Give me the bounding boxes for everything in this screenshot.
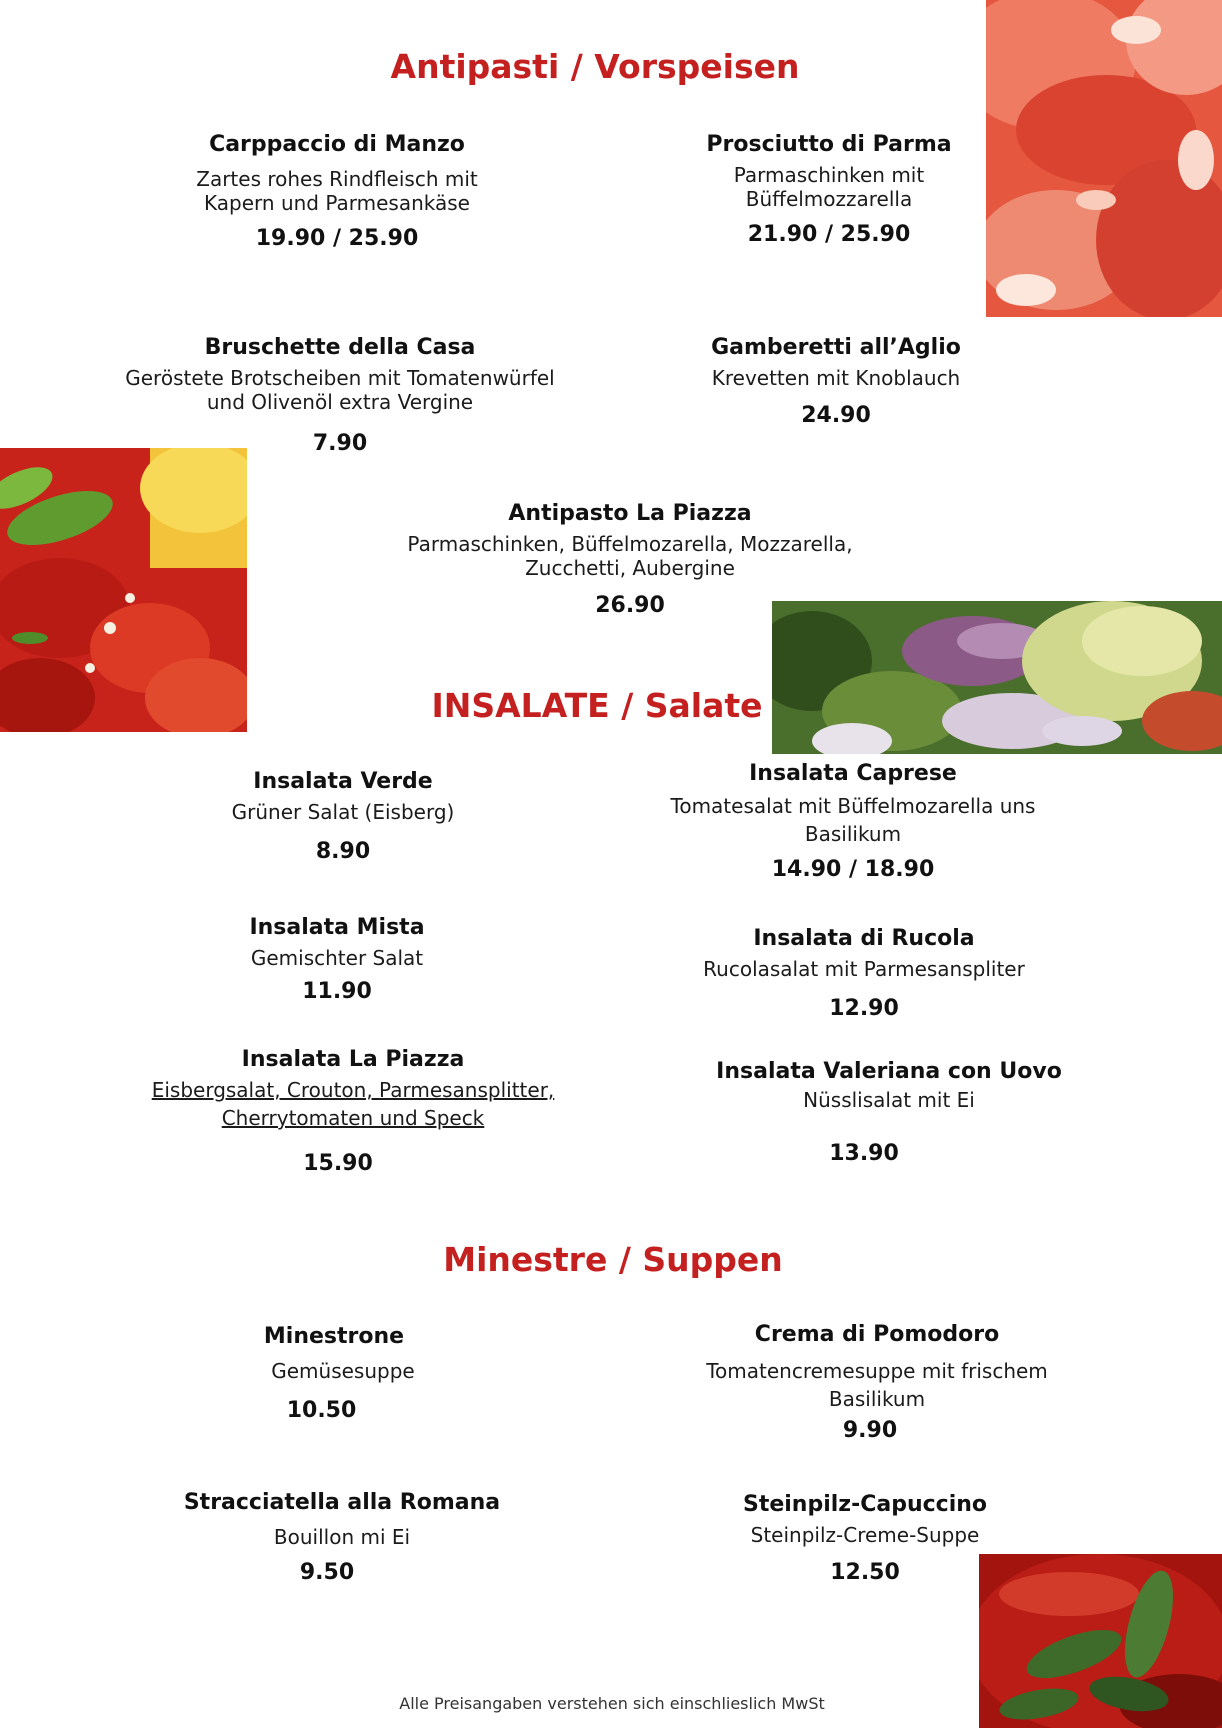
section-title-minestre: Minestre / Suppen [443,1240,783,1279]
menu-item-stracciatella [82,1489,602,1587]
item-name: Insalata Mista [249,915,425,940]
item-description: Nüsslisalat mit Ei [803,1088,975,1112]
item-price: 9.90 [842,1418,898,1443]
item-name: Carppaccio di Manzo [209,132,465,157]
item-description: Rucolasalat mit Parmesanspliter [703,957,1025,981]
item-price: 15.90 [303,1151,373,1176]
bruschetta-photo [0,448,247,732]
item-price: 7.90 [312,431,368,456]
item-description: Eisbergsalat, Crouton, Parmesansplitter, Cherrytomaten und Speck [151,1078,555,1130]
item-price: 12.90 [829,996,899,1021]
menu-item-crema-di-pomodoro [617,1321,1137,1445]
item-price: 21.90 / 25.90 [747,222,911,247]
item-name: Insalata di Rucola [753,926,975,951]
menu-item-bruschette [80,334,600,458]
item-description: Grüner Salat (Eisberg) [231,800,455,824]
item-description: Gemischter Salat [250,946,424,970]
item-price: 10.50 [286,1398,357,1423]
item-price: 13.90 [829,1141,899,1166]
item-name: Minestrone [263,1324,405,1349]
menu-item-insalata-valeriana [629,1058,1149,1168]
item-name: Insalata Verde [253,769,433,794]
menu-item-antipasto-la-piazza [370,500,890,620]
menu-item-insalata-la-piazza [93,1046,613,1178]
item-description: Parmaschinken mit Büffelmozzarella [733,163,925,211]
item-description: Steinpilz-Creme-Suppe [750,1523,980,1547]
item-name: Antipasto La Piazza [508,501,752,526]
item-name: Crema di Pomodoro [754,1322,1000,1347]
item-description: Parmaschinken, Büffelmozarella, Mozzarella, Zucchetti, Aubergine [407,532,853,580]
item-description: Gemüsesuppe [271,1359,415,1383]
item-price: 26.90 [595,593,665,618]
item-price: 19.90 / 25.90 [255,226,419,251]
item-name: Prosciutto di Parma [706,132,952,157]
item-name: Bruschette della Casa [204,335,476,360]
item-name: Gamberetti all’Aglio [711,335,961,360]
menu-item-carppaccio [77,131,597,253]
item-name: Steinpilz-Capuccino [742,1492,988,1517]
menu-item-gamberetti [576,334,1096,430]
item-price: 8.90 [315,839,371,864]
menu-item-insalata-caprese [593,760,1113,884]
item-description: Krevetten mit Knoblauch [711,366,961,390]
menu-item-steinpilz [605,1491,1125,1587]
item-name: Insalata Caprese [749,761,957,786]
tax-note: Alle Preisangaben verstehen sich einschlieslich MwSt [399,1694,825,1713]
item-description: Bouillon mi Ei [273,1525,411,1549]
item-price: 12.50 [830,1560,900,1585]
item-price: 9.50 [299,1560,355,1585]
menu-item-insalata-verde [83,768,603,866]
menu-item-insalata-rucola [604,925,1124,1023]
item-description: Zartes rohes Rindfleisch mit Kapern und Parmesankäse [196,167,478,215]
item-price: 24.90 [801,403,871,428]
item-name: Insalata La Piazza [241,1047,465,1072]
menu-item-prosciutto [569,131,1089,249]
item-description: Tomatencremesuppe mit frischem Basilikum [706,1359,1048,1411]
menu-item-insalata-mista [77,914,597,1006]
section-title-insalate: INSALATE / Salate [431,686,763,725]
section-title-antipasti: Antipasti / Vorspeisen [390,47,800,86]
item-description: Tomatesalat mit Büffelmozarella uns Basilikum [670,794,1036,846]
menu-item-minestrone [74,1323,594,1425]
salad-photo [772,601,1222,754]
item-price: 11.90 [302,979,372,1004]
item-description: Geröstete Brotscheiben mit Tomatenwürfel und Olivenöl extra Vergine [125,366,555,414]
item-name: Stracciatella alla Romana [183,1490,501,1515]
item-name: Insalata Valeriana con Uovo [716,1059,1062,1084]
item-price: 14.90 / 18.90 [771,857,935,882]
